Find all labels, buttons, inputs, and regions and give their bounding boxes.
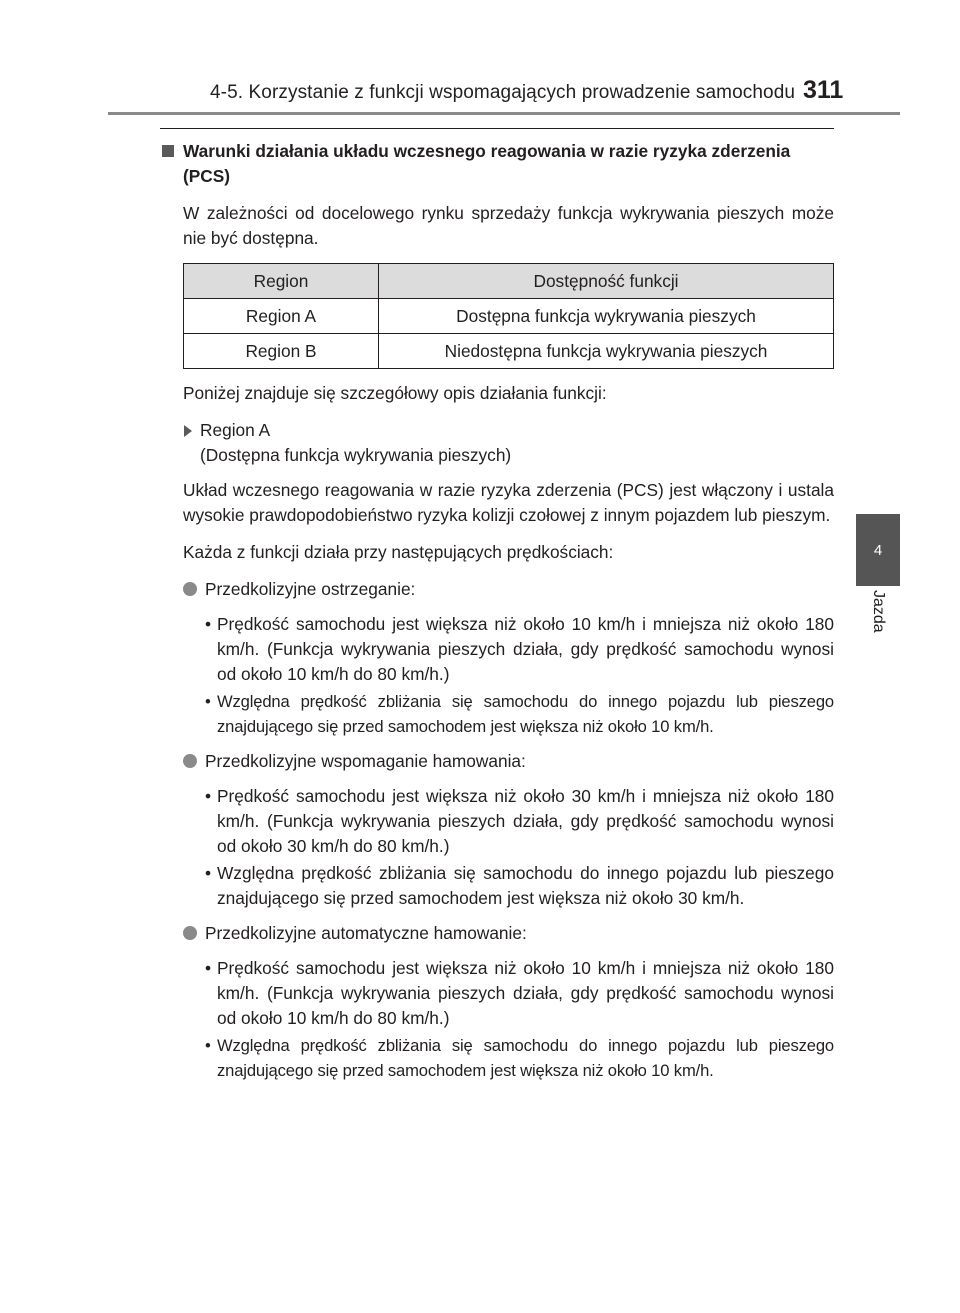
list-item xyxy=(160,956,834,1031)
function-group xyxy=(160,921,834,1083)
region-a-sub: (Dostępna funkcja wykrywania pieszych) xyxy=(200,445,512,465)
circle-bullet-icon xyxy=(183,754,197,768)
table-cell: Niedostępna funkcja wykrywania pieszych xyxy=(379,334,834,369)
function-title-text: Przedkolizyjne ostrzeganie: xyxy=(205,579,416,599)
table-cell: Region B xyxy=(184,334,379,369)
table-row xyxy=(184,299,834,334)
bullet-dot: • xyxy=(205,863,212,883)
circle-bullet-icon xyxy=(183,926,197,940)
bullet-dot: • xyxy=(205,1036,211,1055)
chapter-tab xyxy=(856,514,900,586)
function-title xyxy=(160,749,834,774)
details-intro: Poniżej znajduje się szczegółowy opis działania funkcji: xyxy=(183,383,607,403)
section-divider xyxy=(160,128,834,129)
list-item xyxy=(160,1033,834,1083)
arrow-right-icon xyxy=(184,425,192,437)
function-title-text: Przedkolizyjne wspomaganie hamowania: xyxy=(205,751,526,771)
list-item-text: Prędkość samochodu jest większa niż około 10 km/h i mniejsza niż około 180 km/h. (Funkcja wykrywania pieszych działa, gdy prędkość samochodu wynosi od około 10 km/h do 80 km/h.) xyxy=(217,958,834,1028)
page-content xyxy=(160,128,834,1093)
section-heading xyxy=(160,139,834,189)
list-item-text: Prędkość samochodu jest większa niż około 10 km/h i mniejsza niż około 180 km/h. (Funkcja wykrywania pieszych działa, gdy prędkość samochodu wynosi od około 10 km/h do 80 km/h.) xyxy=(217,614,834,684)
table-row xyxy=(184,334,834,369)
region-table xyxy=(183,263,834,369)
list-item-text: Względna prędkość zbliżania się samochodu do innego pojazdu lub pieszego znajdującego się przed samochodem jest większa niż około 10 km/h. xyxy=(217,692,834,736)
table-header-row xyxy=(184,264,834,299)
chapter-tab-label: Jazda xyxy=(870,590,887,633)
region-a-label: Region A xyxy=(200,420,271,440)
region-a-item xyxy=(160,418,834,468)
list-item xyxy=(160,861,834,911)
list-item-text: Względna prędkość zbliżania się samochodu do innego pojazdu lub pieszego znajdującego się przed samochodem jest większa niż około 10 km/h. xyxy=(217,1036,834,1080)
list-item xyxy=(160,612,834,687)
table-cell: Dostępna funkcja wykrywania pieszych xyxy=(379,299,834,334)
function-group xyxy=(160,577,834,739)
section-heading-line2: (PCS) xyxy=(183,166,231,186)
speeds-intro: Każda z funkcji działa przy następujących prędkościach: xyxy=(183,542,614,562)
region-a-description: Układ wczesnego reagowania w razie ryzyka zderzenia (PCS) jest włączony i ustala wysokie prawdopodobieństwo ryzyka kolizji czołowej z innym pojazdem lub pieszym. xyxy=(183,480,834,525)
page-header xyxy=(0,0,960,120)
table-header-region: Region xyxy=(184,264,379,299)
table-cell: Region A xyxy=(184,299,379,334)
bullet-dot: • xyxy=(205,786,212,806)
function-group xyxy=(160,749,834,911)
chapter-title: 4-5. Korzystanie z funkcji wspomagających prowadzenie samochodu xyxy=(210,82,796,103)
region-table-wrapper xyxy=(160,263,834,369)
intro-paragraph: W zależności od docelowego rynku sprzedaży funkcja wykrywania pieszych może nie być dostępna. xyxy=(183,203,834,248)
list-item xyxy=(160,784,834,859)
function-title xyxy=(160,577,834,602)
list-item xyxy=(160,689,834,739)
page-number: 311 xyxy=(803,76,844,104)
list-item-text: Prędkość samochodu jest większa niż około 30 km/h i mniejsza niż około 180 km/h. (Funkcja wykrywania pieszych działa, gdy prędkość samochodu wynosi od około 30 km/h do 80 km/h.) xyxy=(217,786,834,856)
bullet-dot: • xyxy=(205,614,212,634)
circle-bullet-icon xyxy=(183,582,197,596)
function-title-text: Przedkolizyjne automatyczne hamowanie: xyxy=(205,923,527,943)
section-heading-line1: Warunki działania układu wczesnego reagowania w razie ryzyka zderzenia xyxy=(183,141,791,161)
square-bullet-icon xyxy=(162,145,174,157)
header-divider xyxy=(108,112,900,115)
bullet-dot: • xyxy=(205,692,211,711)
chapter-tab-number: 4 xyxy=(873,541,883,559)
list-item-text: Względna prędkość zbliżania się samochodu do innego pojazdu lub pieszego znajdującego się przed samochodem jest większa niż około 30 km/h. xyxy=(217,863,834,908)
bullet-dot: • xyxy=(205,958,212,978)
function-title xyxy=(160,921,834,946)
table-header-availability: Dostępność funkcji xyxy=(379,264,834,299)
